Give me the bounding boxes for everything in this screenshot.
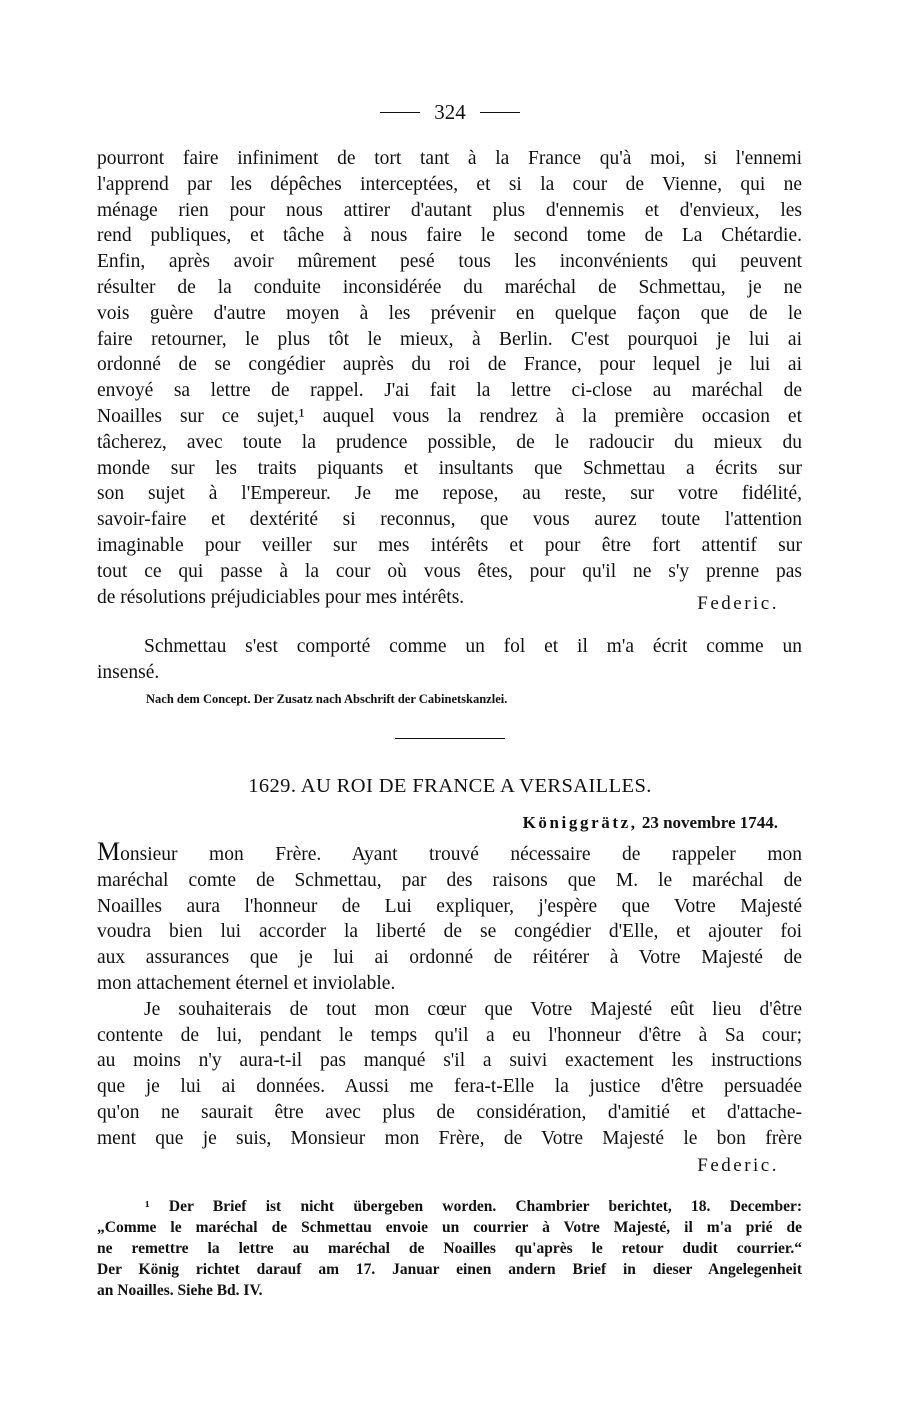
letter-heading: 1629. AU ROI DE FRANCE A VERSAILLES. (248, 775, 652, 797)
text-line: de résolutions préjudiciables pour mes intérêts. (97, 586, 465, 608)
footnote-line: ¹ Der Brief ist nicht übergeben worden. Chambrier berichtet, 18. December: (145, 1198, 802, 1215)
text-line: tout ce qui passe à la cour où vous êtes, pour qu'il ne s'y prenne pas (97, 560, 802, 582)
page-number-dash-left (380, 112, 420, 113)
page-number: 324 (434, 100, 466, 124)
text-line: l'apprend par les dépêches interceptées, et si la cour de Vienne, qui ne (97, 173, 802, 195)
letter-body (97, 839, 802, 1152)
text-line: aux assurances que je lui ai ordonné de réitérer à Votre Majesté de (97, 947, 802, 969)
section-divider (395, 738, 505, 739)
text-line: tâcherez, avec toute la prudence possible, de le radoucir du mieux du (97, 431, 802, 453)
text-line: Schmettau s'est comporté comme un fol et il m'a écrit comme un (144, 636, 802, 657)
footnote-line: Der König richtet darauf am 17. Januar einen andern Brief in dieser Angelegenheit (97, 1261, 802, 1278)
text-line: voudra bien lui accorder la liberté de se congédier d'Elle, et ajouter foi (97, 921, 802, 943)
page-number-header (0, 100, 900, 125)
text-line: résulter de la conduite inconsidérée du maréchal de Schmettau, je ne (97, 276, 802, 298)
text-line: Je souhaiterais de tout mon cœur que Votre Majesté eût lieu d'être (144, 998, 802, 1020)
text-line: imaginable pour veiller sur mes intérêts et pour être fort attentif sur (97, 534, 802, 556)
letter-place: Königgrätz, (522, 813, 638, 832)
text-line: contente de lui, pendant le temps qu'il a eu l'honneur d'être à Sa cour; (97, 1024, 802, 1046)
text-line: au moins n'y aura-t-il pas manqué s'il a suivi exactement les instructions (97, 1050, 802, 1072)
footnote-line: ne remettre la lettre au maréchal de Noailles qu'après le retour dudit courrier.“ (97, 1240, 802, 1257)
footnote-line: „Comme le maréchal de Schmettau envoie un courrier à Votre Majesté, il m'a prié de (97, 1219, 802, 1236)
text-line: mon attachement éternel et inviolable. (97, 972, 396, 994)
text-line: que je lui ai données. Aussi me fera-t-Elle la justice d'être persuadée (97, 1076, 802, 1098)
text-span: onsieur mon Frère. Ayant trouvé nécessaire de rappeler mon (120, 844, 802, 865)
letter1-signature: Federic. (697, 593, 779, 614)
letter2-signature: Federic. (697, 1155, 779, 1176)
text-line: rend publiques, et tâche à nous faire le second tome de La Chétardie. (97, 225, 802, 247)
text-line (97, 839, 802, 868)
text-line: son sujet à l'Empereur. Je me repose, au reste, sur votre fidélité, (97, 483, 802, 505)
text-line: envoyé sa lettre de rappel. J'ai fait la lettre ci-close au maréchal de (97, 380, 802, 402)
initial-letter: M (97, 837, 121, 866)
letter-date: 23 novembre 1744. (641, 813, 778, 832)
letter-body-continued (97, 146, 802, 610)
page-number-dash-right (480, 112, 520, 113)
text-line: ment que je suis, Monsieur mon Frère, de Votre Majesté le bon frère (97, 1127, 802, 1149)
footnote-line: an Noailles. Siehe Bd. IV. (97, 1282, 263, 1299)
text-line: Enfin, après avoir mûrement pesé tous les inconvénients qui peuvent (97, 251, 802, 273)
text-line: maréchal comte de Schmettau, par des raisons que M. le maréchal de (97, 869, 802, 891)
text-line: vois guère d'autre moyen à les prévenir en quelque façon que de le (97, 302, 802, 324)
text-line: faire retourner, le plus tôt le mieux, à Berlin. C'est pourquoi je lui ai (97, 328, 802, 350)
text-line: Noailles sur ce sujet,¹ auquel vous la rendrez à la première occasion et (97, 405, 802, 427)
text-line: savoir-faire et dextérité si reconnus, que vous aurez toute l'attention (97, 509, 802, 531)
footnote (97, 1196, 802, 1301)
text-line: Noailles aura l'honneur de Lui expliquer, j'espère que Votre Majesté (97, 895, 802, 917)
text-line: ordonné de se congédier auprès du roi de France, pour lequel je lui ai (97, 354, 802, 376)
text-line: qu'on ne saurait être avec plus de considération, d'amitié et d'attache- (97, 1101, 802, 1123)
text-line: pourront faire infiniment de tort tant à la France qu'à moi, si l'ennemi (97, 148, 802, 169)
postscript (97, 634, 802, 686)
source-note: Nach dem Concept. Der Zusatz nach Abschrift der Cabinetskanzlei. (146, 692, 508, 706)
place-date-line (523, 813, 778, 833)
text-line: insensé. (97, 661, 160, 683)
text-line: monde sur les traits piquants et insultants que Schmettau a écrits sur (97, 457, 802, 479)
text-line: ménage rien pour nous attirer d'autant plus d'ennemis et d'envieux, les (97, 199, 802, 221)
